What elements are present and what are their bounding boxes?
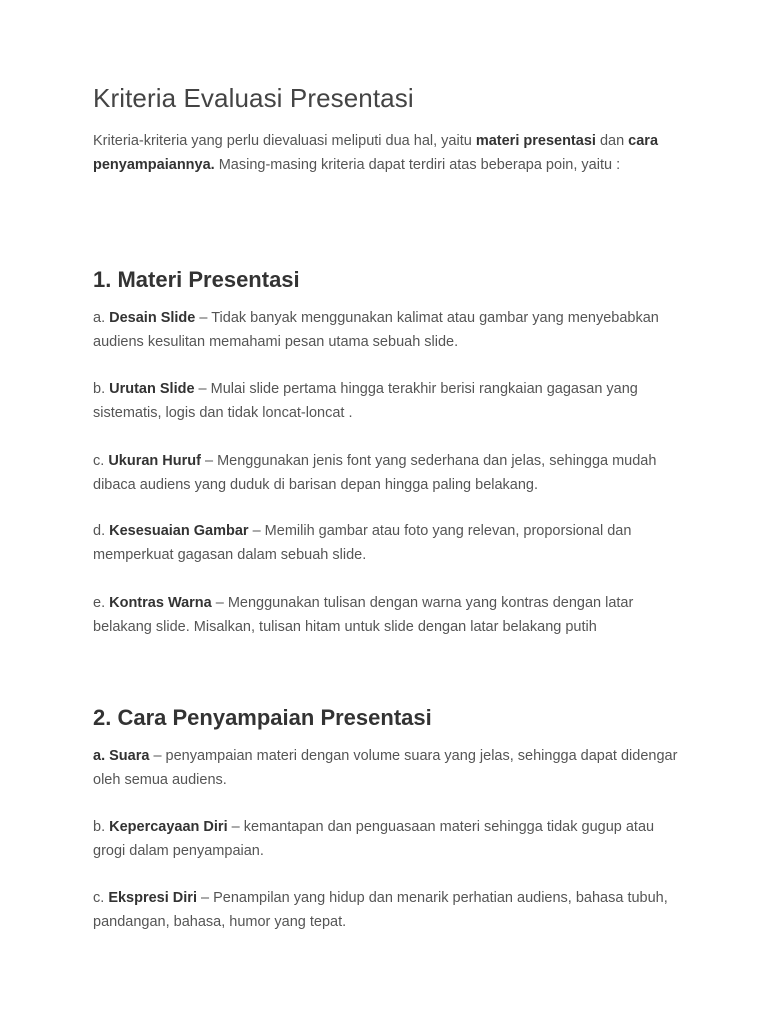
intro-text: Masing-masing kriteria dapat terdiri atas beberapa poin, yaitu : xyxy=(214,157,621,173)
item-term: Desain Slide xyxy=(109,310,196,326)
item-description: – Tidak banyak menggunakan kalimat atau gambar yang menyebabkan audiens kesulitan memahami pesan utama sebuah slide. xyxy=(93,310,659,350)
item-description: – Memilih gambar atau foto yang relevan, proporsional dan memperkuat gagasan dalam sebuah slide. xyxy=(93,523,632,563)
page-title: Kriteria Evaluasi Presentasi xyxy=(93,83,414,113)
intro-text: Kriteria-kriteria yang perlu dievaluasi meliputi dua hal, yaitu xyxy=(93,133,476,149)
item-term: Kesesuaian Gambar xyxy=(109,523,249,539)
item-description: – Penampilan yang hidup dan menarik perhatian audiens, bahasa tubuh, pandangan, bahasa, humor yang tepat. xyxy=(93,890,668,930)
section-heading-materi: 1. Materi Presentasi xyxy=(93,267,300,292)
list-item xyxy=(93,377,683,425)
item-prefix: c. xyxy=(93,890,109,906)
item-term: Ukuran Huruf xyxy=(108,453,201,469)
item-term: Ekspresi Diri xyxy=(108,890,197,906)
section-heading-cara: 2. Cara Penyampaian Presentasi xyxy=(93,705,432,730)
item-term: Urutan Slide xyxy=(109,381,195,397)
item-prefix: e. xyxy=(93,595,110,611)
item-term: Kepercayaan Diri xyxy=(109,819,228,835)
list-item xyxy=(93,591,683,639)
list-item xyxy=(93,306,683,354)
list-item xyxy=(93,519,683,567)
item-description: – penyampaian materi dengan volume suara yang jelas, sehingga dapat didengar oleh semua audiens. xyxy=(93,748,678,788)
intro-text: dan xyxy=(595,133,629,149)
item-term: Kontras Warna xyxy=(109,595,212,611)
item-prefix: d. xyxy=(93,523,110,539)
item-description: – Menggunakan tulisan dengan warna yang kontras dengan latar belakang slide. Misalkan, tulisan hitam untuk slide dengan latar belakang putih xyxy=(93,595,634,635)
item-prefix: a. xyxy=(93,310,110,326)
intro-bold-cara: cara penyampaiannya. xyxy=(93,133,659,173)
item-prefix: b. xyxy=(93,381,110,397)
intro-paragraph xyxy=(93,129,683,177)
intro-bold-materi: materi presentasi xyxy=(475,133,596,149)
item-description: – Mulai slide pertama hingga terakhir berisi rangkaian gagasan yang sistematis, logis dan tidak loncat-loncat . xyxy=(93,381,638,421)
item-term: a. Suara xyxy=(93,748,150,764)
item-description: – kemantapan dan penguasaan materi sehingga tidak gugup atau grogi dalam penyampaian. xyxy=(93,819,655,859)
item-description: – Menggunakan jenis font yang sederhana dan jelas, sehingga mudah dibaca audiens yang duduk di barisan depan hingga paling belakang. xyxy=(93,453,657,493)
list-item xyxy=(93,449,683,497)
item-prefix: c. xyxy=(93,453,109,469)
list-item xyxy=(93,815,683,863)
item-prefix: b. xyxy=(93,819,110,835)
list-item xyxy=(93,886,683,934)
list-item xyxy=(93,744,683,792)
